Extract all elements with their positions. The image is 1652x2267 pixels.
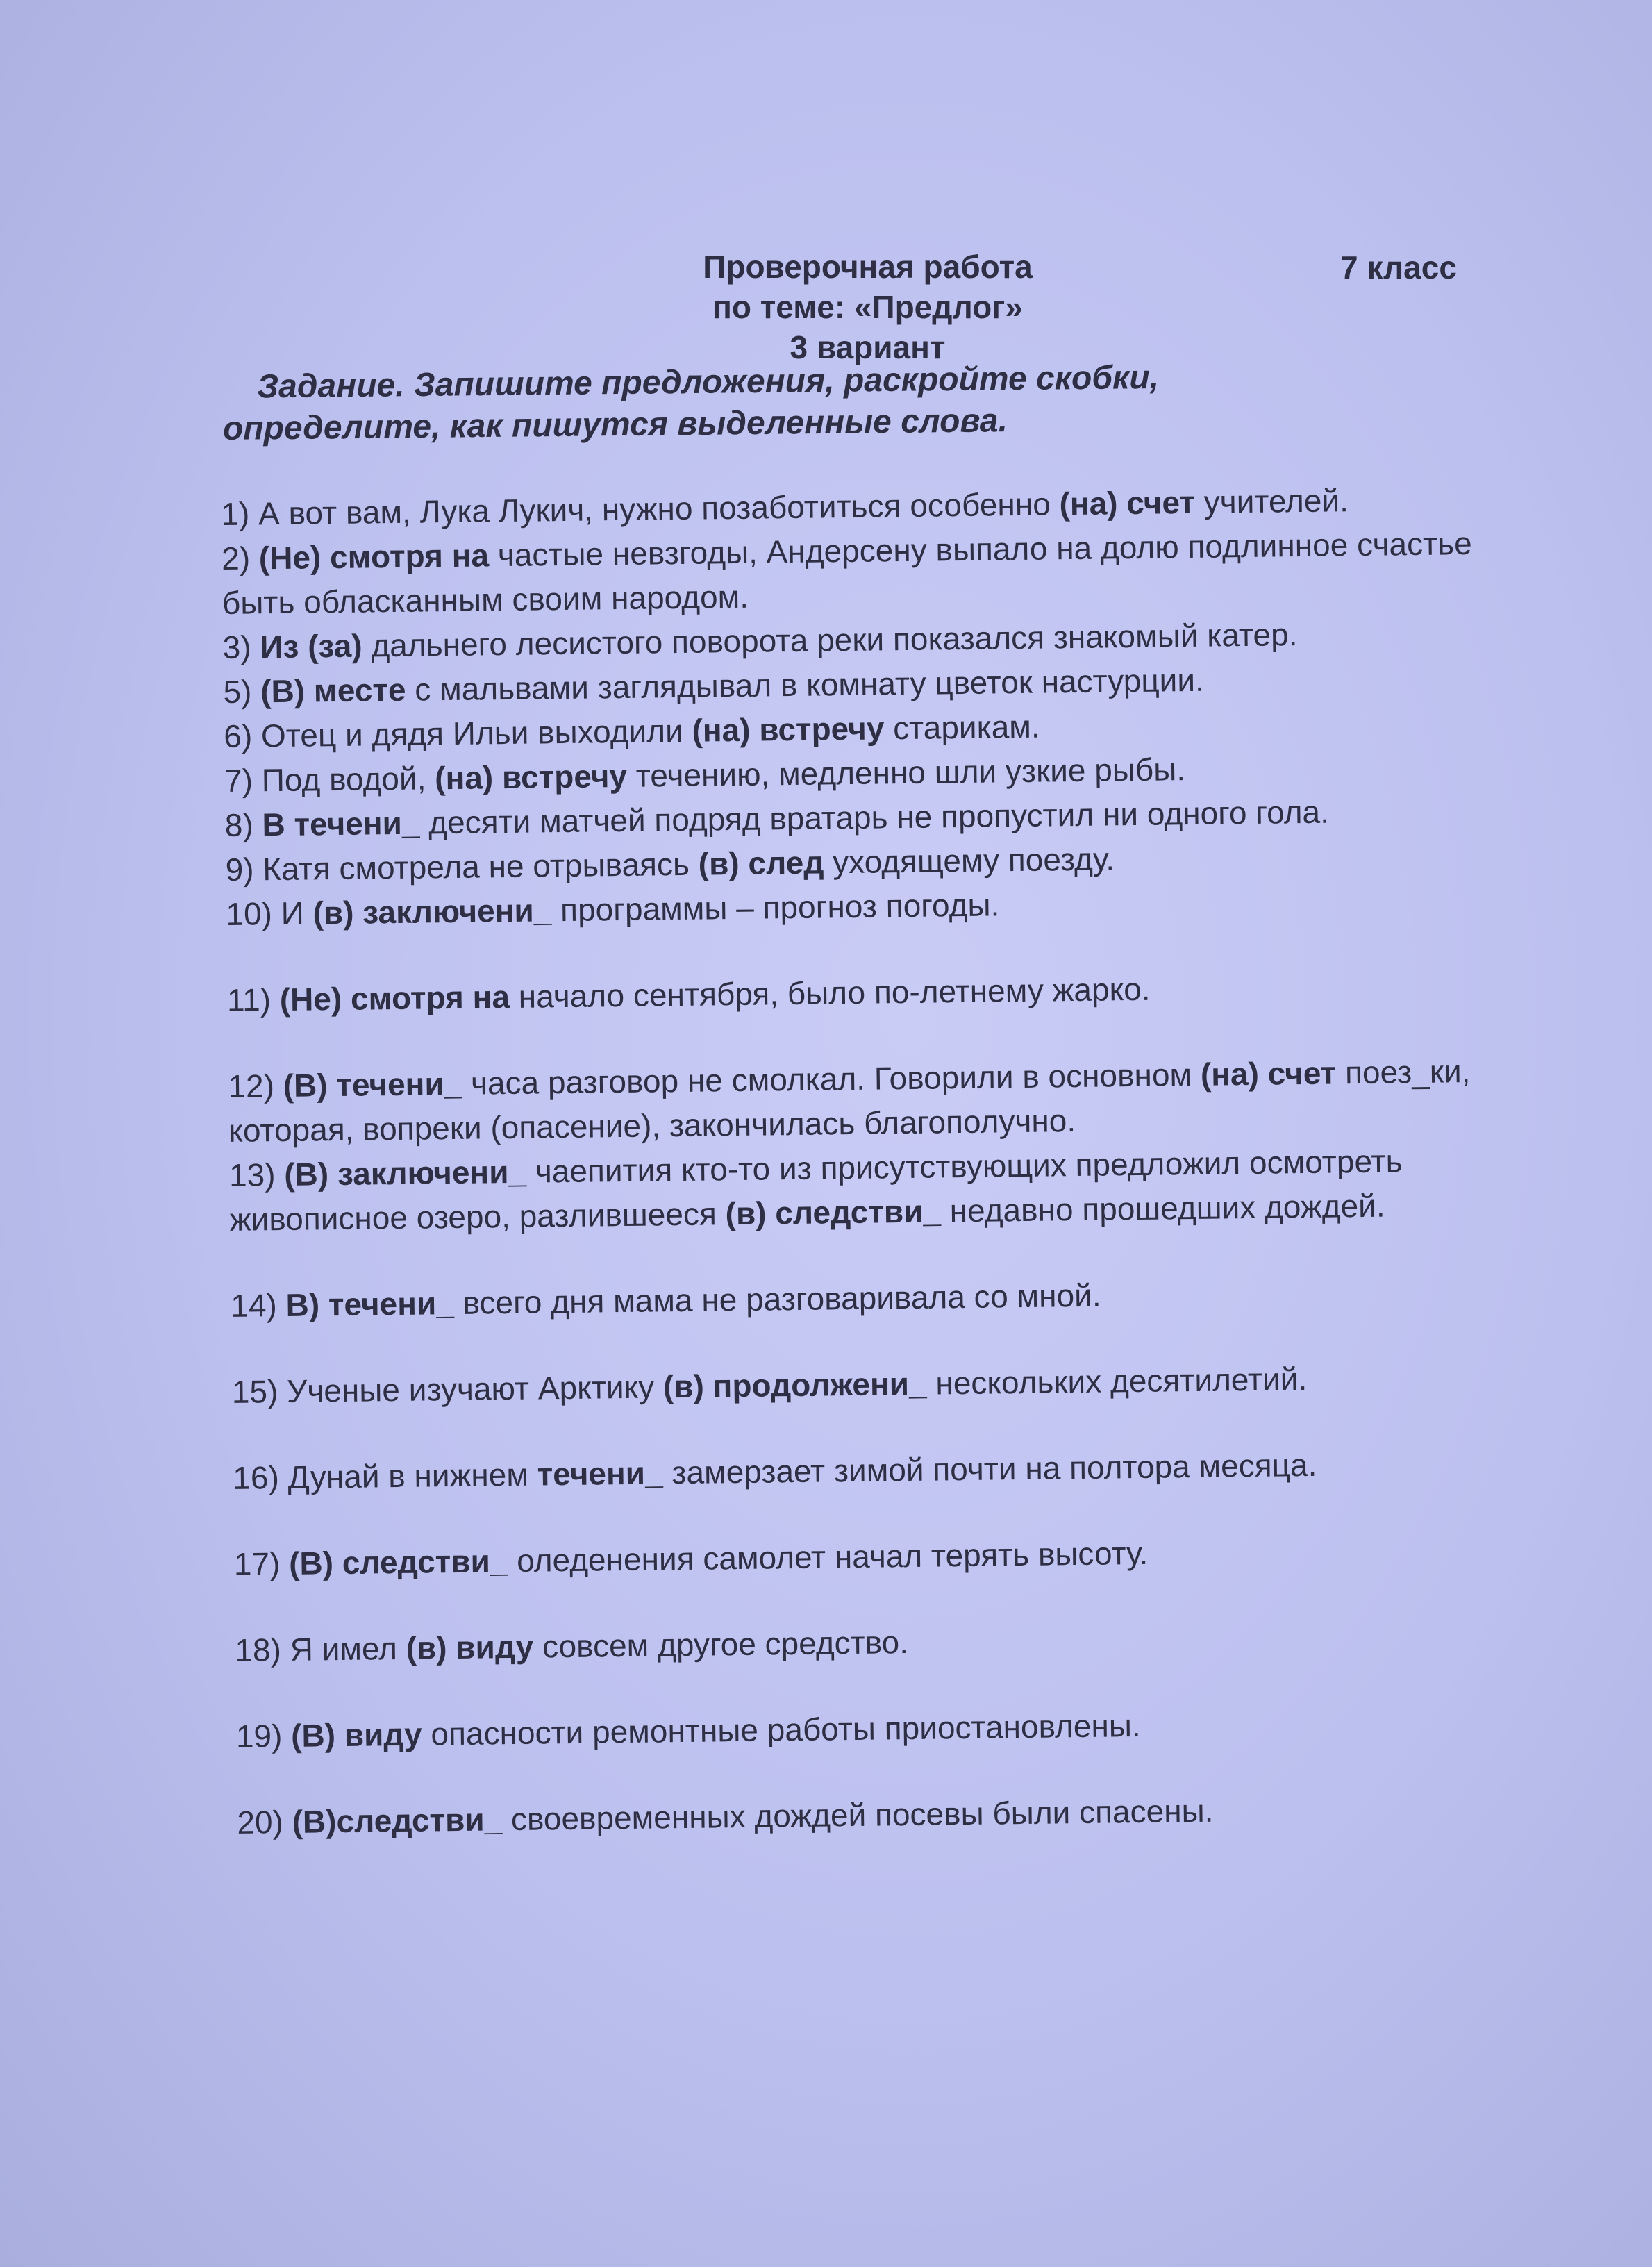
exercise-item: 16) Дунай в нижнем течени_ замерзает зимой почти на полтора месяца. — [233, 1446, 1317, 1496]
exercise-item: 18) Я имел (в) виду совсем другое средство. — [235, 1624, 909, 1668]
exercise-item: 2) (Не) смотря на частые невзгоды, Андерсену выпало на долю подлинное счастье быть обласканным своим народом. — [221, 524, 1472, 621]
exercise-item: 3) Из (за) дальнего лесистого поворота реки показался знакомый катер. — [222, 616, 1298, 665]
exercise-list — [221, 476, 1543, 1845]
exercise-item: 14) В) течени_ всего дня мама не разговаривала со мной. — [231, 1277, 1101, 1324]
exercise-item: 1) А вот вам, Лука Лукич, нужно позаботиться особенно (на) счет учителей. — [221, 482, 1349, 532]
exercise-item: 19) (В) виду опасности ремонтные работы приостановлены. — [235, 1707, 1141, 1754]
exercise-item: 13) (В) заключени_ чаепития кто-то из присутствующих предложил осмотреть живописное озеро, разлившееся (в) следстви_ недавно прошедших дождей. — [228, 1143, 1403, 1238]
exercise-item: 17) (В) следстви_ оледенения самолет начал терять высоту. — [233, 1534, 1149, 1582]
exercise-item: 9) Катя смотрела не отрываясь (в) след уходящему поезду. — [225, 840, 1115, 888]
exercise-item: 12) (В) течени_ часа разговор не смолкал. Говорили в основном (на) счет поез_ки, которая, вопреки (опасение), закончилась благополучно. — [228, 1053, 1471, 1149]
document-variant: 3 вариант — [790, 329, 946, 365]
document-topic: по теме: «Предлог» — [712, 289, 1023, 325]
grade-label: 7 класс — [1340, 249, 1457, 285]
exercise-item: 5) (В) месте с мальвами заглядывал в комнату цветок настурции. — [223, 661, 1205, 710]
exercise-item: 15) Ученые изучают Арктику (в) продолжени_ нескольких десятилетий. — [231, 1360, 1308, 1410]
exercise-item: 6) Отец и дядя Ильи выходили (на) встречу старикам. — [223, 708, 1040, 754]
task-instruction: Задание. Запишите предложения, раскройте скобки, определите, как пишутся выделенные слова. — [222, 358, 1160, 447]
exercise-item: 11) (Не) смотря на начало сентября, было по-летнему жарко. — [226, 970, 1151, 1018]
document-title: Проверочная работа — [703, 249, 1033, 285]
exercise-item: 10) И (в) заключени_ программы – прогноз погоды. — [226, 886, 1000, 932]
exercise-item: 7) Под водой, (на) встречу течению, медленно шли узкие рыбы. — [224, 751, 1186, 799]
exercise-item: 20) (В)следстви_ своевременных дождей посевы были спасены. — [237, 1792, 1214, 1841]
exercise-item: 8) В течени_ десяти матчей подряд вратарь не пропустил ни одного гола. — [224, 793, 1330, 843]
